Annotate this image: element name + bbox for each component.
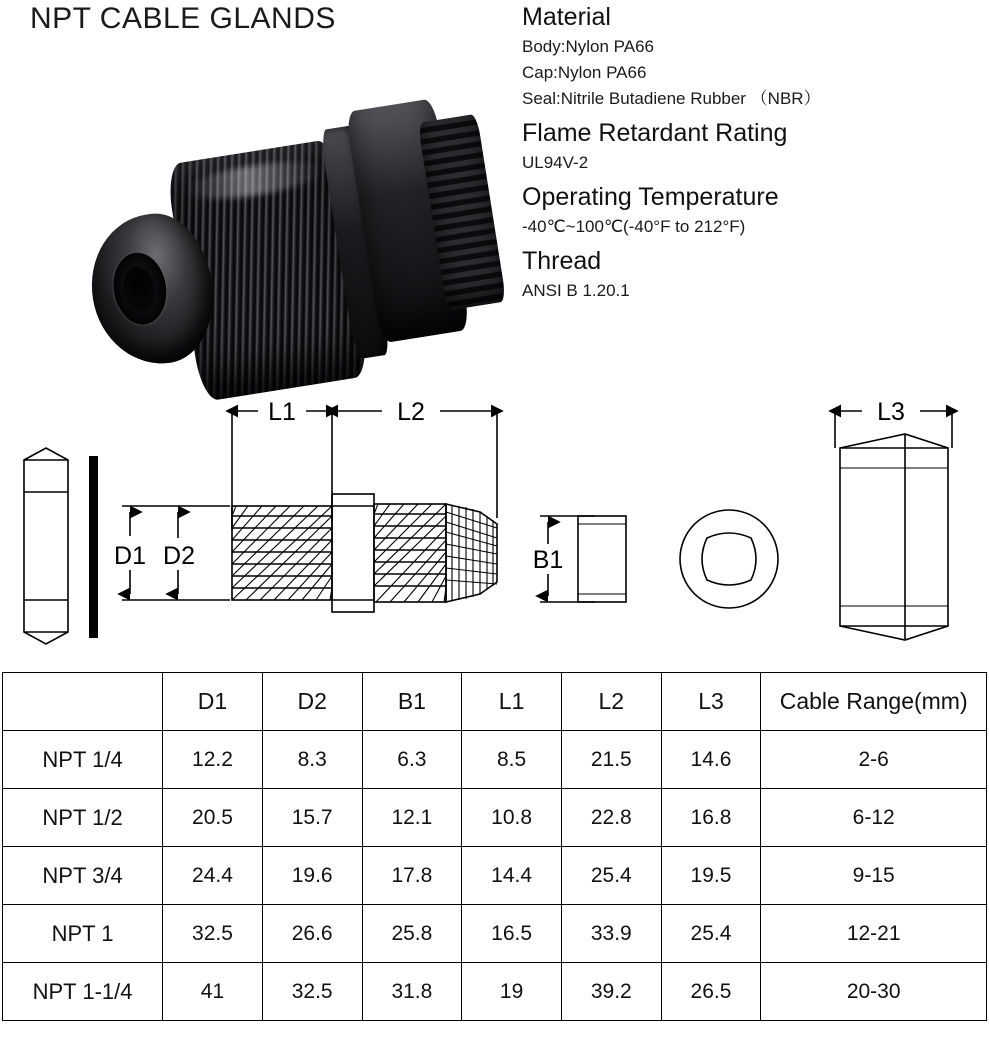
spec-group-flame-rating (522, 118, 982, 176)
cell-l1: 14.4 (462, 847, 562, 905)
cell-d1: 32.5 (163, 905, 263, 963)
cell-d2: 8.3 (262, 731, 362, 789)
cell-l1: 16.5 (462, 905, 562, 963)
cell-d1: 12.2 (163, 731, 263, 789)
spec-heading-operating-temperature: Operating Temperature (522, 182, 779, 211)
cell-l2: 39.2 (561, 963, 661, 1021)
table-header-row (3, 673, 987, 731)
spec-value-body: Body:Nylon PA66 (522, 37, 654, 57)
gland-cable-entry-hole (109, 249, 172, 328)
table-row (3, 847, 987, 905)
spec-group-operating-temperature (522, 182, 982, 240)
cell-model: NPT 1/4 (3, 731, 163, 789)
table-row (3, 963, 987, 1021)
cell-b1: 17.8 (362, 847, 462, 905)
dimension-label-d1: D1 (114, 542, 146, 570)
cell-l2: 22.8 (561, 789, 661, 847)
spec-group-material (522, 2, 982, 112)
cell-l3: 19.5 (661, 847, 761, 905)
cell-l3: 26.5 (661, 963, 761, 1021)
cell-l2: 25.4 (561, 847, 661, 905)
table-row (3, 731, 987, 789)
cell-l3: 16.8 (661, 789, 761, 847)
spec-heading-flame-rating: Flame Retardant Rating (522, 118, 788, 147)
technical-drawings (0, 388, 989, 668)
table-header-d1: D1 (163, 673, 263, 731)
cell-l2: 33.9 (561, 905, 661, 963)
spec-value-cap: Cap:Nylon PA66 (522, 63, 647, 83)
table-row (3, 789, 987, 847)
dimensions-table (2, 672, 987, 1021)
cell-l1: 10.8 (462, 789, 562, 847)
cell-b1: 6.3 (362, 731, 462, 789)
cell-model: NPT 1/2 (3, 789, 163, 847)
spec-value-thread: ANSI B 1.20.1 (522, 281, 630, 301)
cell-l1: 19 (462, 963, 562, 1021)
specifications-list (522, 0, 982, 310)
drawing-svg (0, 388, 989, 668)
spec-value-flame-rating: UL94V-2 (522, 152, 589, 172)
cell-l1: 8.5 (462, 731, 562, 789)
table-row (3, 905, 987, 963)
cell-l2: 21.5 (561, 731, 661, 789)
dimension-label-b1: B1 (532, 546, 564, 574)
page-title: NPT CABLE GLANDS (30, 2, 336, 35)
dimension-label-l1: L1 (268, 398, 296, 426)
header-section (0, 0, 989, 392)
cell-cable-range: 2-6 (761, 731, 987, 789)
cell-d1: 24.4 (163, 847, 263, 905)
cell-d2: 32.5 (262, 963, 362, 1021)
cell-model: NPT 3/4 (3, 847, 163, 905)
dimension-label-l2: L2 (397, 398, 425, 426)
cell-d2: 15.7 (262, 789, 362, 847)
spec-group-thread (522, 246, 982, 304)
cell-d1: 41 (163, 963, 263, 1021)
cell-l3: 14.6 (661, 731, 761, 789)
cell-d2: 26.6 (262, 905, 362, 963)
table-header-l1: L1 (462, 673, 562, 731)
cell-b1: 12.1 (362, 789, 462, 847)
table-header-d2: D2 (262, 673, 362, 731)
table-header-model (3, 673, 163, 731)
cell-l3: 25.4 (661, 905, 761, 963)
spec-heading-thread: Thread (522, 246, 602, 275)
spec-value-seal: Seal:Nitrile Butadiene Rubber （NBR） (522, 88, 821, 108)
cell-d1: 20.5 (163, 789, 263, 847)
cell-b1: 25.8 (362, 905, 462, 963)
dimension-label-d2: D2 (163, 542, 195, 570)
cell-cable-range: 12-21 (761, 905, 987, 963)
cell-model: NPT 1 (3, 905, 163, 963)
cell-cable-range: 6-12 (761, 789, 987, 847)
cell-cable-range: 9-15 (761, 847, 987, 905)
cable-gland-illustration (55, 44, 515, 396)
dimension-label-l3: L3 (877, 398, 905, 426)
cell-b1: 31.8 (362, 963, 462, 1021)
cell-d2: 19.6 (262, 847, 362, 905)
table-header-b1: B1 (362, 673, 462, 731)
table-header-l2: L2 (561, 673, 661, 731)
cell-cable-range: 20-30 (761, 963, 987, 1021)
spec-value-operating-temperature: -40℃~100℃(-40°F to 212°F) (522, 217, 746, 237)
cell-model: NPT 1-1/4 (3, 963, 163, 1021)
spec-heading-material: Material (522, 3, 611, 31)
table-header-cable-range: Cable Range(mm) (761, 673, 987, 731)
table-header-l3: L3 (661, 673, 761, 731)
product-photo (55, 55, 495, 375)
